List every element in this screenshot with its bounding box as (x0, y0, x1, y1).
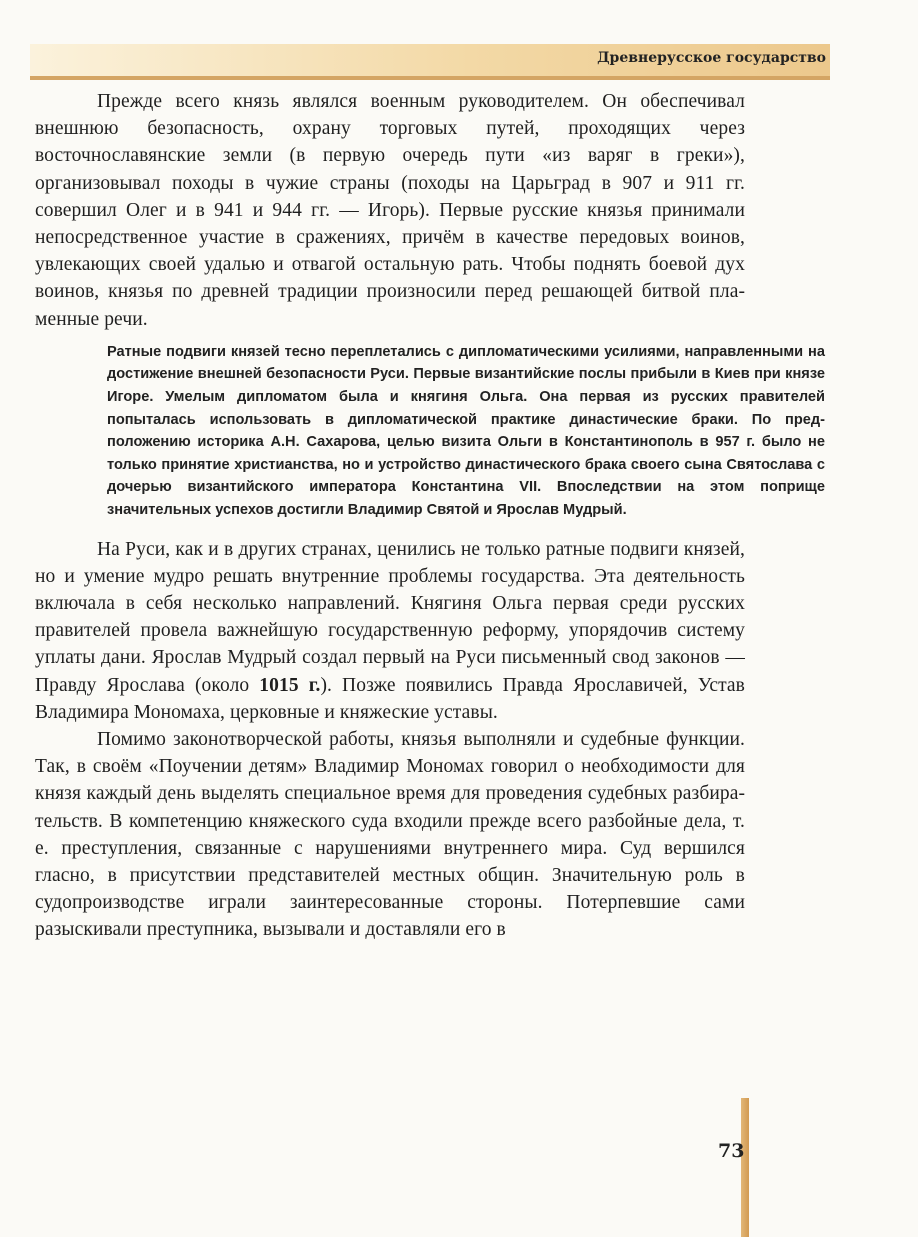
paragraph-internal-affairs (35, 536, 745, 726)
page-body (35, 88, 825, 944)
sidebar-note-diplomacy: Ратные подвиги князей тесно переплетались с дипломатическими усилиями, направленными на достижение внешней безопасности Руси. Первые византийские послы прибыли в Киев при князе Игоре. Умелым дипломатом была и княгиня Ольга. Она первая из русских правителей попыталась использовать в дипломатической практике династические браки. По предположению историка А.Н. Сахарова, целью визита Ольги в Константинополь в 957 г. было не только принятие христианства, но и устройство династического брака своего сына Святослава с дочерью византийского императора Константина VII. Впоследствии на этом поприще значительных успехов достигли Владимир Святой и Ярослав Мудрый. (107, 343, 825, 518)
page-number: 73 (718, 1140, 745, 1162)
year-1015: 1015 г. (259, 674, 321, 696)
running-header-title: Древнерусское государство (597, 50, 826, 66)
paragraph-military-leader: Прежде всего князь являлся военным руководителем. Он обеспечивал внешнюю безопасность, охрану торговых путей, проходящих через восточнославянские земли (в первую очередь пути «из варяг в греки»), организовывал походы в чужие страны (походы на Царьград в 907 и 911 гг. совершил Олег и в 941 и 944 гг. — Игорь). Первые русские князья принимали непосредственное участие в сражениях, причём в качестве передовых воинов, увлекающих своей удалью и отвагой остальную рать. Чтобы поднять боевой дух воинов, князья по древней традиции произносили перед решающей битвой пламенные речи. (35, 91, 745, 330)
paragraph-internal-affairs-text-2: ). Позже появились Правда Ярославичей, Устав Владимира Мономаха, церковные и княжеские уставы. (35, 674, 745, 723)
paragraph-judicial-functions: Помимо законотворческой работы, князья выполняли и судебные функции. Так, в своём «Поучении детям» Владимир Мономах говорил о необходимости для князя каждый день выделять специальное время для проведения судебных разбирательств. В компетенцию княжеского суда входили прежде всего разбойные дела, т. е. преступления, связанные с нарушениями внутреннего мира. Суд вершился гласно, в присутствии представителей местных общин. Значительную роль в судопроизводстве играли заинтересованные стороны. Потерпевшие сами разыскивали преступника, вызывали и доставляли его в (35, 729, 745, 941)
page-edge-bar (741, 1098, 749, 1237)
paragraph-internal-affairs-text-1: На Руси, как и в других странах, ценились не только ратные подвиги князей, но и умение мудро решать внутренние проблемы государства. Эта деятельность включала в себя несколько направлений. Княгиня Ольга первая среди русских правителей провела важнейшую государственную реформу, упорядочив систему уплаты дани. Ярослав Мудрый создал первый на Руси письменный свод законов — Правду Ярослава (около (35, 538, 745, 696)
header-rule (30, 76, 830, 80)
